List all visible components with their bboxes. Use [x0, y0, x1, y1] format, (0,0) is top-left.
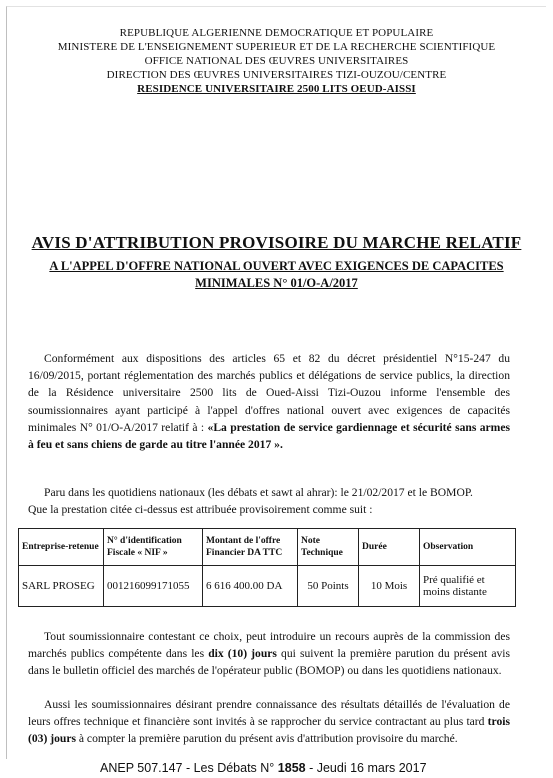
col-entreprise: Entreprise-retenue: [19, 529, 104, 566]
cell-duree: 10 Mois: [359, 566, 420, 607]
recours-text: Tout soumissionnaire contestant ce choix, peut introduire un recours auprès de la commission des marchés publics compétente dans les: [28, 630, 510, 661]
header-ministry: MINISTERE DE L'ENSEIGNEMENT SUPERIEUR ET DE LA RECHERCHE SCIENTIFIQUE: [57, 41, 496, 53]
cell-entreprise: SARL PROSEG: [19, 566, 104, 607]
intro-text: Conformément aux dispositions des articles 65 et 82 du décret présidentiel N°15-247 du 16/09/2015, portant réglementation des marchés publics et délégations de service publics, la direction de la Résidence universitaire 2500 lits de Oued-Aissi Tizi-Ouzou informe l'ensemble des soumissionnaires ayant participé à l'appel d'offres national ouvert avec exigences de capacités minimales: [28, 352, 510, 434]
notice-subtitle-1: A L'APPEL D'OFFRE NATIONAL OUVERT AVEC EXIGENCES DE CAPACITES: [49, 259, 504, 273]
intro-service-description: «La prestation de service gardiennage et sécurité sans armes à feu et sans chiens de garde au titre l'année 2017 ».: [28, 420, 510, 452]
intro-reference: N° 01/O-A/2017 relatif à :: [79, 420, 205, 434]
header-direction: DIRECTION DES ŒUVRES UNIVERSITAIRES TIZI-OUZOU/CENTRE: [106, 69, 447, 81]
consultation-end: à compter la première parution du présent avis d'attribution provisoire du marché.: [78, 732, 458, 746]
attribution-table: [18, 528, 516, 607]
header-residence: RESIDENCE UNIVERSITAIRE 2500 LITS OEUD-AISSI: [137, 83, 416, 95]
footer-issue-number: 1858: [277, 761, 306, 775]
col-montant: Montant de l'offre Financier DA TTC: [203, 529, 298, 566]
consultation-text: Aussi les soumissionnaires désirant prendre connaissance des résultats détaillés de l'évaluation de leurs offres technique et financière sont invités à se rapprocher du service contractant au plus tard: [28, 698, 510, 729]
cell-observation: Pré qualifié et moins distante: [420, 566, 516, 607]
table-row: [19, 566, 516, 607]
footer-credit: [100, 761, 427, 775]
paragraph-intro: [28, 350, 510, 453]
notice-subtitle-2: MINIMALES N° 01/O-A/2017: [195, 276, 358, 290]
cell-montant: 6 616 400.00 DA: [203, 566, 298, 607]
recours-end: qui suivent la première parution du présent avis dans le bulletin officiel des marchés de l'opérateur public (BOMOP) ou dans les quotidiens nationaux.: [28, 647, 510, 678]
paragraph-consultation: [28, 696, 510, 748]
header-office: OFFICE NATIONAL DES ŒUVRES UNIVERSITAIRES: [144, 55, 409, 67]
col-observation: Observation: [420, 529, 516, 566]
col-note: Note Technique: [298, 529, 359, 566]
footer-date: - Jeudi 16 mars 2017: [309, 761, 427, 775]
paragraph-recours: [28, 628, 510, 680]
cell-note: 50 Points: [298, 566, 359, 607]
recours-delay: dix (10) jours: [208, 647, 277, 661]
table-header-row: [19, 529, 516, 566]
notice-title: AVIS D'ATTRIBUTION PROVISOIRE DU MARCHE RELATIF: [31, 233, 522, 252]
attribution-line: Que la prestation citée ci-dessus est attribuée provisoirement comme suit :: [28, 503, 373, 516]
footer-source: ANEP 507.147 - Les Débats N°: [100, 761, 275, 775]
col-duree: Durée: [359, 529, 420, 566]
header-republic: REPUBLIQUE ALGERIENNE DEMOCRATIQUE ET POPULAIRE: [119, 27, 434, 39]
consultation-delay: trois (03) jours: [28, 715, 510, 746]
publication-line: Paru dans les quotidiens nationaux (les débats et sawt al ahrar): le 21/02/2017 et le BOMOP.: [44, 486, 473, 499]
cell-nif: 001216099171055: [104, 566, 203, 607]
col-nif: N° d'identification Fiscale « NIF »: [104, 529, 203, 566]
